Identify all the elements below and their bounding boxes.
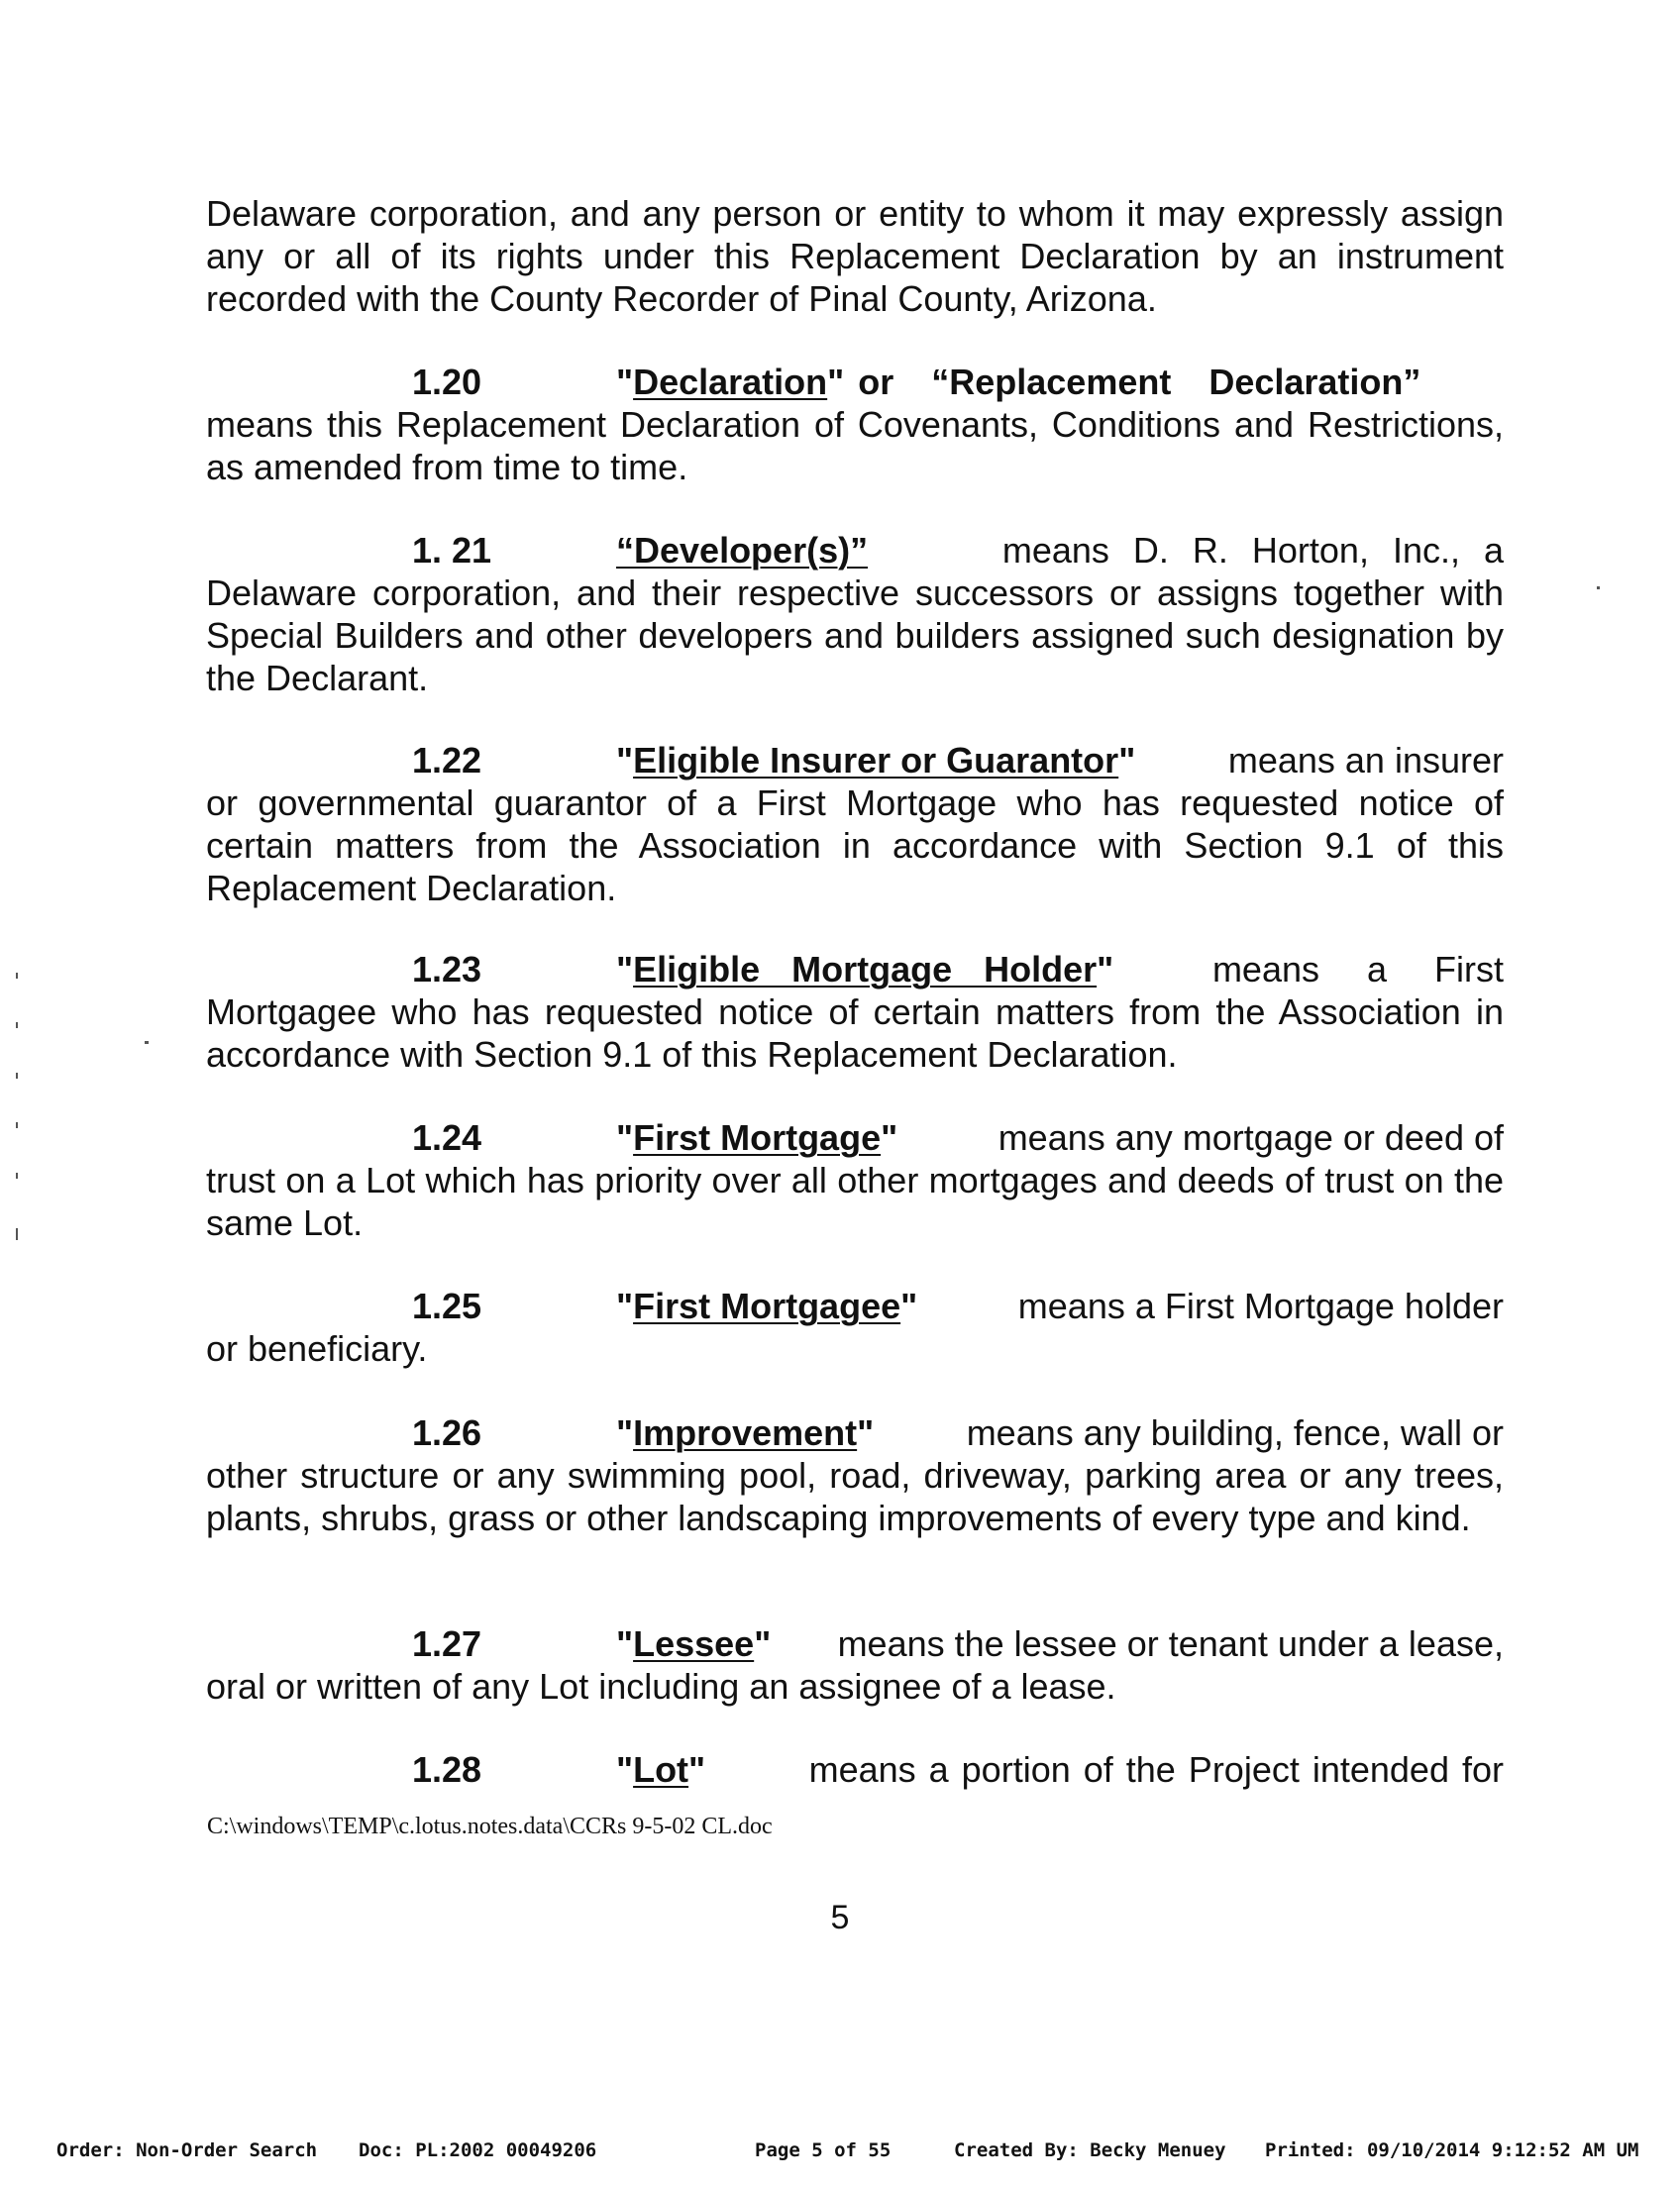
scan-speck (16, 1173, 18, 1179)
definition-1-21 (206, 529, 1504, 699)
scan-speck (16, 1022, 18, 1028)
footer-created: Created By: Becky Menuey (954, 2139, 1226, 2161)
definition-body: or governmental guarantor of a First Mortgage who has requested notice of certain matters from the Association in accordance with Section 9.1 of this Replacement Declaration. (206, 782, 1504, 908)
file-path: C:\windows\TEMP\c.lotus.notes.data\CCRs 9-5-02 CL.doc (207, 1814, 773, 1839)
defined-term: "Declaration" (616, 362, 845, 402)
defined-term: "Lot" (616, 1749, 706, 1790)
definition-lead-text: means any building, fence, wall or (966, 1412, 1504, 1453)
definition-1-27 (206, 1622, 1504, 1708)
footer-page: Page 5 of 55 (755, 2139, 892, 2161)
defined-term: "Lessee" (616, 1623, 772, 1664)
definition-body: other structure or any swimming pool, road, driveway, parking area or any trees, plants, shrubs, grass or other landscaping improvements of every type and kind. (206, 1455, 1504, 1538)
definition-lead-text: means D. R. Horton, Inc., a (1001, 530, 1504, 571)
section-number: 1.25 (412, 1286, 482, 1326)
definition-body: Mortgagee who has requested notice of certain matters from the Association in accordance with Section 9.1 of this Replacement Declaration. (206, 991, 1504, 1075)
print-footer (0, 2139, 1680, 2175)
definition-lead-text: means the lessee or tenant under a lease, (837, 1623, 1504, 1664)
section-number: 1.27 (412, 1623, 482, 1664)
scan-speck (1597, 586, 1600, 589)
footer-order: Order: Non-Order Search (56, 2139, 318, 2161)
definition-1-24 (206, 1116, 1504, 1244)
defined-term: “Developer(s)” (616, 530, 869, 571)
definition-1-22 (206, 739, 1504, 909)
footer-doc: Doc: PL:2002 00049206 (359, 2139, 597, 2161)
definition-1-23 (206, 948, 1504, 1076)
scan-speck (16, 973, 18, 979)
definition-body: trust on a Lot which has priority over all other mortgages and deeds of trust on the same Lot. (206, 1160, 1504, 1243)
section-number: 1. 21 (412, 530, 492, 571)
definition-lead-text: means a portion of the Project intended for (808, 1749, 1504, 1790)
definition-lead-text: means any mortgage or deed of (998, 1117, 1504, 1158)
defined-term: "First Mortgage" (616, 1117, 898, 1158)
definition-1-20 (206, 361, 1504, 488)
intro-paragraph: Delaware corporation, and any person or entity to whom it may expressly assign any or all of its rights under this Replacement Declaration by an instrument recorded with the County Recorder of Pinal County, Arizona. (206, 193, 1504, 319)
definition-1-25 (206, 1285, 1504, 1370)
section-number: 1.28 (412, 1749, 482, 1790)
defined-term: "Eligible Mortgage Holder" (616, 949, 1114, 989)
scan-speck (145, 1041, 149, 1044)
section-number: 1.22 (412, 740, 482, 781)
definition-lead-text: or “Replacement Declaration” (858, 362, 1421, 402)
defined-term: "Eligible Insurer or Guarantor" (616, 740, 1136, 781)
section-number: 1.24 (412, 1117, 482, 1158)
definition-body: or beneficiary. (206, 1328, 428, 1369)
definition-lead-text: means a First Mortgage holder (1017, 1286, 1504, 1326)
scan-speck (16, 1228, 18, 1240)
section-number: 1.23 (412, 949, 482, 989)
definition-lead-text: means an insurer (1227, 740, 1504, 781)
definition-lead-text: means a First (1211, 949, 1504, 989)
definition-body: oral or written of any Lot including an assignee of a lease. (206, 1666, 1116, 1707)
section-number: 1.26 (412, 1412, 482, 1453)
definition-body: Delaware corporation, and their respective successors or assigns together with Special Builders and other developers and builders assigned such designation by the Declarant. (206, 573, 1504, 698)
defined-term: "Improvement" (616, 1412, 875, 1453)
definition-1-26 (206, 1411, 1504, 1539)
section-number: 1.20 (412, 362, 482, 402)
scan-speck (16, 1122, 18, 1128)
footer-printed: Printed: 09/10/2014 9:12:52 AM UM (1265, 2139, 1639, 2161)
definition-1-28 (206, 1748, 1504, 1791)
defined-term: "First Mortgagee" (616, 1286, 918, 1326)
page-number: 5 (830, 1899, 850, 1936)
definition-body: means this Replacement Declaration of Covenants, Conditions and Restrictions, as amended from time to time. (206, 404, 1504, 487)
scan-speck (16, 1073, 18, 1079)
